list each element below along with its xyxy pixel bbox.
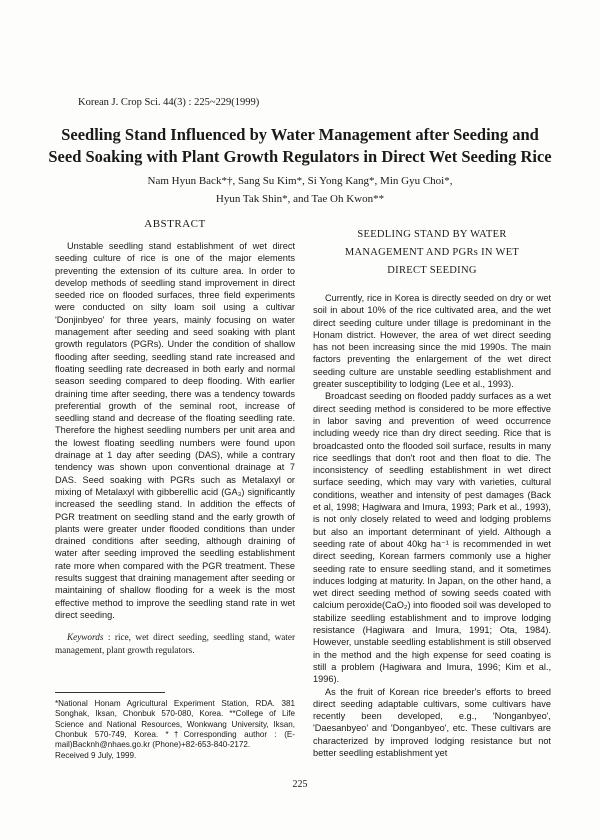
title-line-1: Seedling Stand Influenced by Water Management after Seeding and [61, 125, 539, 144]
authors-line-2: Hyun Tak Shin*, and Tae Oh Kwon** [215, 193, 385, 205]
footnote [55, 699, 295, 761]
abstract-heading: ABSTRACT [144, 218, 206, 230]
section-heading-line-3: DIRECT SEEDING [387, 265, 477, 276]
body-paragraph-2: Broadcast seeding on flooded paddy surfaces as a wet direct seeding method is considered to be more effective in labor saving and prevention of weed occurrence including weedy rice than dry direct seeding. Rice that is broadcasted onto the flooded soil surface, results in many rice seedlings that don't root and then float to die. The inconsistency of seedling establishment in wet direct surface seeding, which may vary with varieties, cultural conditions, weather and intensity of pest damages (Back et al, 1998; Hagiwara and Imura, 1993; Park et al., 1993), is not only closely related to weed and lodging problems but also an important determinant of yield. Although a seeding rate of about 40kg ha⁻¹ is recommended in wet direct seeding, Korean farmers commonly use a higher seeding rate to ensure seedling stand, and it sometimes induces lodging at maturity. In Japan, on the other hand, a wet direct seeding method of sowing seeds coated with calcium peroxide(CaO₂) into flooded soil was developed to stabilize seedling establishment and to improve lodging resistance (Hagiwara and Imura, 1991; Ota, 1984). However, unstable seedling establishment is still observed in the method and the high expense for seed coating is still a problem (Hagiwara and Imura, 1996; Kim et al., 1996). [313, 391, 551, 685]
page-number: 225 [292, 779, 308, 790]
footnote-affiliations: *National Honam Agricultural Experiment Station, RDA. 381 Songhak, Iksan, Chonbuk 570-080, Korea. **College of Life Science and National Resources, Wonkwang University, Iksan, Chonbuk 570-749, Korea. *†Corresponding author : (E-mail)Backnh@nhaes.go.kr (Phone)+82-653-840-2172. [55, 698, 295, 750]
footnote-received: Received 9 July, 1999. [55, 750, 137, 760]
keywords-text: : rice, wet direct seeding, seedling stand, water management, plant growth regulators. [55, 632, 295, 655]
body-paragraph-1: Currently, rice in Korea is directly seeded on dry or wet soil in about 10% of the rice cultivated area, and the wet direct seeding culture under tillage is predominant in the Honam district. However, the area of wet direct seeding has not been increasing since the mid 1990s. The main factors preventing the enlargement of the wet direct seeding culture are unstable seedling establishment and greater susceptibility to lodging (Lee et al., 1993). [313, 293, 551, 390]
section-heading-line-1: SEEDLING STAND BY WATER [357, 229, 507, 240]
abstract-text: Unstable seedling stand establishment of wet direct seeding culture of rice is one of the major elements preventing the extension of its culture area. In order to develop methods of seedling stand improvement in direct seeded rice on flooded surfaces, three field experiments were conducted on silty loam soil using a cultivar 'Donjinbyeo' for three years, mainly focusing on water management after seeding and seed soaking with plant growth regulators (PGRs). Under the condition of shallow flooding after seeding, seedling stand rate increased and floating seedling rate decreased in both early and normal season seeding compared to deep flooding. With earlier draining time after seeding, there was a tendency towards preferential growth of the seminal root, increase of seedling stand and decrease of the floating seedling rate. Therefore the highest seedling numbers per unit area and the lowest floating seedling numbers were found upon drainage at 1 day after seeding (DAS), while a contrary tendency was shown upon conventional drainage at 7 DAS. Seed soaking with PGRs such as Metalaxyl or mixing of Metalaxyl with gibberellic acid (GA₃) significantly increased the seedling stand. In addition the effects of PGR treatment on seedling stand and the early growth of plants were greater under flooded conditions than under drained conditions after seeding, although draining of water after seeding improved the seedling establishment rate more when compared with the PGR treatment. These results suggest that draining management after seeding or maintaining of shallow flooding for a week is the most effective method to improve the seedling stand rate in wet direct seeding. [55, 241, 295, 620]
left-column [55, 218, 295, 761]
right-column [313, 226, 551, 759]
authors-line-1: Nam Hyun Back*†, Sang Su Kim*, Si Yong Kang*, Min Gyu Choi*, [147, 175, 453, 187]
title-line-2: Seed Soaking with Plant Growth Regulators in Direct Wet Seeding Rice [48, 147, 552, 166]
keywords [55, 631, 295, 656]
section-heading [313, 226, 551, 280]
author-list [40, 172, 560, 208]
section-heading-line-2: MANAGEMENT AND PGRs IN WET [344, 247, 520, 258]
journal-reference: Korean J. Crop Sci. 44(3) : 225~229(1999) [78, 97, 260, 108]
paper-title [40, 124, 560, 168]
keywords-label: Keywords [67, 632, 104, 643]
footnote-divider [55, 692, 165, 693]
body-paragraph-3: As the fruit of Korean rice breeder's efforts to breed direct seeding adaptable cultivars, some cultivars have recently been developed, e.g., 'Nonganbyeo', 'Daesanbyeo' and 'Donganbyeo', etc. These cultivars are characterized by improved lodging resistance but not better seedling establishment yet [313, 686, 551, 758]
